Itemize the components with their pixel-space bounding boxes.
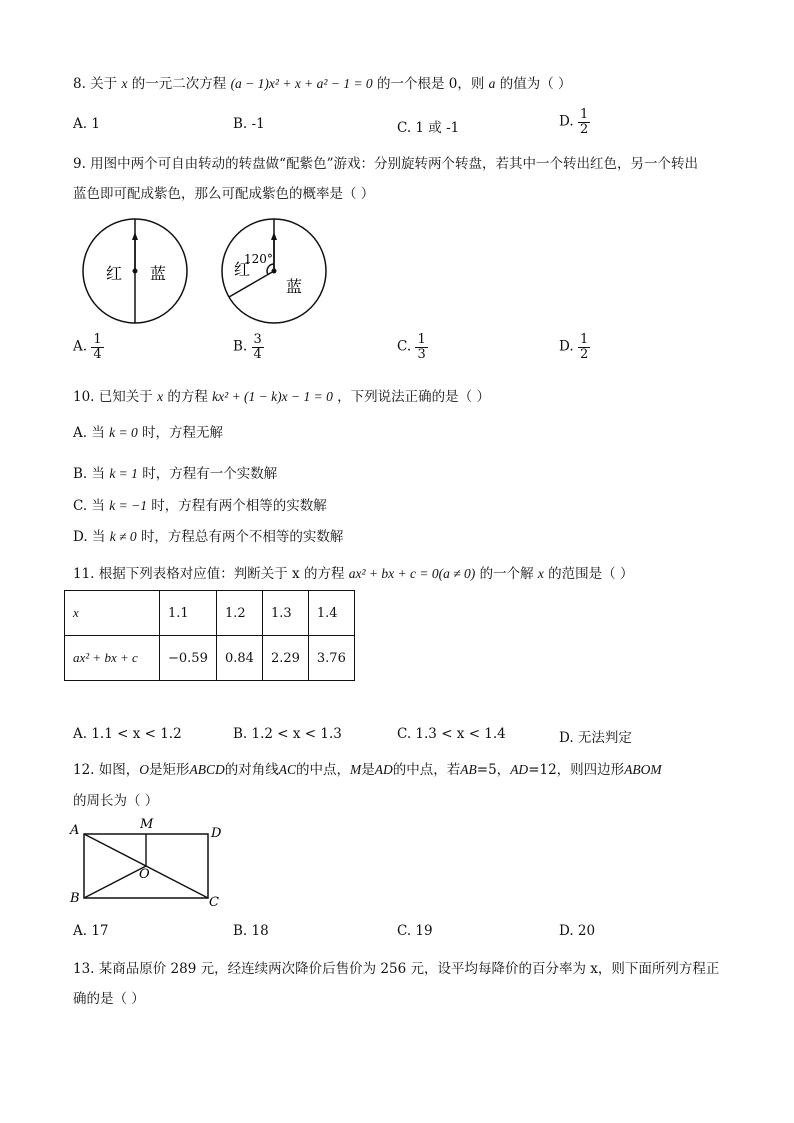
- table-cell: 1.1: [160, 591, 217, 636]
- q12-option-d[interactable]: D. 20: [559, 923, 596, 939]
- q12-stem-line1: 12. 如图，O是矩形ABCD的对角线AC的中点，M是AD的中点，若AB=5，AD=12，则四边形ABOM: [73, 762, 662, 778]
- table-cell: 1.3: [262, 591, 308, 636]
- table-cell: 2.29: [262, 636, 308, 681]
- table-cell: 0.84: [217, 636, 263, 681]
- q11-option-b[interactable]: B. 1.2 < x < 1.3: [233, 726, 342, 742]
- q10-option-b[interactable]: B. 当 k = 1 时，方程有一个实数解: [73, 466, 278, 482]
- q11-stem: 11. 根据下列表格对应值：判断关于 x 的方程 ax² + bx + c = 0(a ≠ 0) 的一个解 x 的范围是（ ）: [73, 566, 634, 582]
- q12-option-a[interactable]: A. 17: [73, 923, 109, 939]
- segment-bo: [84, 866, 146, 898]
- pointer-arrow-icon: [271, 232, 277, 240]
- q10-equation: kx² + (1 − k)x − 1 = 0: [212, 389, 333, 404]
- spinner-2-center: [272, 269, 277, 274]
- spinner-2-red-label: 红: [234, 260, 251, 279]
- q11-option-a[interactable]: A. 1.1 < x < 1.2: [73, 726, 182, 742]
- q10-option-a[interactable]: A. 当 k = 0 时，方程无解: [73, 425, 224, 441]
- table-row: [65, 636, 355, 681]
- q12-stem-line2: 的周长为（ ）: [73, 793, 159, 809]
- q12-rectangle-figure: [66, 816, 230, 912]
- q8-option-d-fraction: $\frac{1}{2}$: [579, 107, 589, 137]
- spinner-2-angle-label: 120°: [244, 252, 273, 266]
- label-b: B: [70, 891, 80, 906]
- q8-option-c[interactable]: C. 1 或 -1: [397, 120, 460, 136]
- spinner-1-red-label: 红: [106, 264, 123, 283]
- q12-option-b[interactable]: B. 18: [233, 923, 269, 939]
- table-row: [65, 591, 355, 636]
- spinner-2-blue-label: 蓝: [286, 277, 303, 296]
- spinner-1-blue-label: 蓝: [150, 264, 167, 283]
- q9-option-b[interactable]: B. $\frac{3}{4}$: [233, 332, 262, 362]
- q10-option-c[interactable]: C. 当 k = −1 时，方程有两个相等的实数解: [73, 498, 327, 514]
- q11-option-d[interactable]: D. 无法判定: [559, 730, 632, 746]
- table-head-cell: ax² + bx + c: [65, 636, 160, 681]
- q9-option-d[interactable]: D. $\frac{1}{2}$: [559, 332, 589, 362]
- q11-option-c[interactable]: C. 1.3 < x < 1.4: [397, 726, 506, 742]
- q9-stem-line2: 蓝色即可配成紫色，那么可配成紫色的概率是（ ）: [73, 186, 375, 202]
- q9-stem-line1: 9. 用图中两个可自由转动的转盘做“配紫色”游戏：分别旋转两个转盘，若其中一个转出红色，另一个转出: [73, 156, 698, 172]
- q8-option-b[interactable]: B. -1: [233, 116, 265, 132]
- table-cell: −0.59: [160, 636, 217, 681]
- table-cell: 1.4: [308, 591, 354, 636]
- q8-equation: (a − 1)x² + x + a² − 1 = 0: [230, 76, 373, 91]
- q13-stem-line1: 13. 某商品原价 289 元，经连续两次降价后售价为 256 元，设平均每降价的百分率为 x，则下面所列方程正: [73, 961, 720, 977]
- spinner-disk-1: [83, 219, 187, 323]
- q8-option-a[interactable]: A. 1: [73, 116, 100, 132]
- q9-option-a[interactable]: A. $\frac{1}{4}$: [73, 332, 102, 362]
- table-cell: 1.2: [217, 591, 263, 636]
- label-m: M: [140, 817, 154, 832]
- spinner-disk-2: [222, 219, 326, 323]
- q12-option-c[interactable]: C. 19: [397, 923, 433, 939]
- q8-option-d[interactable]: D. $\frac{1}{2}$: [559, 107, 589, 137]
- q8-stem: 8. 关于 x 的一元二次方程 (a − 1)x² + x + a² − 1 = 0 的一个根是 0，则 a 的值为（ ）: [73, 76, 572, 92]
- label-c: C: [209, 895, 219, 910]
- q11-equation: ax² + bx + c = 0(a ≠ 0): [348, 566, 476, 581]
- table-cell: 3.76: [308, 636, 354, 681]
- q11-value-table: [64, 590, 355, 681]
- label-a: A: [70, 823, 80, 838]
- q10-option-d[interactable]: D. 当 k ≠ 0 时，方程总有两个不相等的实数解: [73, 529, 344, 545]
- label-o: O: [139, 867, 150, 882]
- q9-option-c[interactable]: C. $\frac{1}{3}$: [397, 332, 426, 362]
- label-d: D: [211, 826, 222, 841]
- spinner-1-center: [133, 269, 138, 274]
- q9-spinner-figure: [78, 218, 340, 330]
- q10-stem: 10. 已知关于 x 的方程 kx² + (1 − k)x − 1 = 0 ，下列说法正确的是（ ）: [73, 389, 490, 405]
- q13-stem-line2: 确的是（ ）: [73, 991, 145, 1007]
- pointer-arrow-icon: [132, 232, 138, 240]
- table-head-cell: x: [65, 591, 160, 636]
